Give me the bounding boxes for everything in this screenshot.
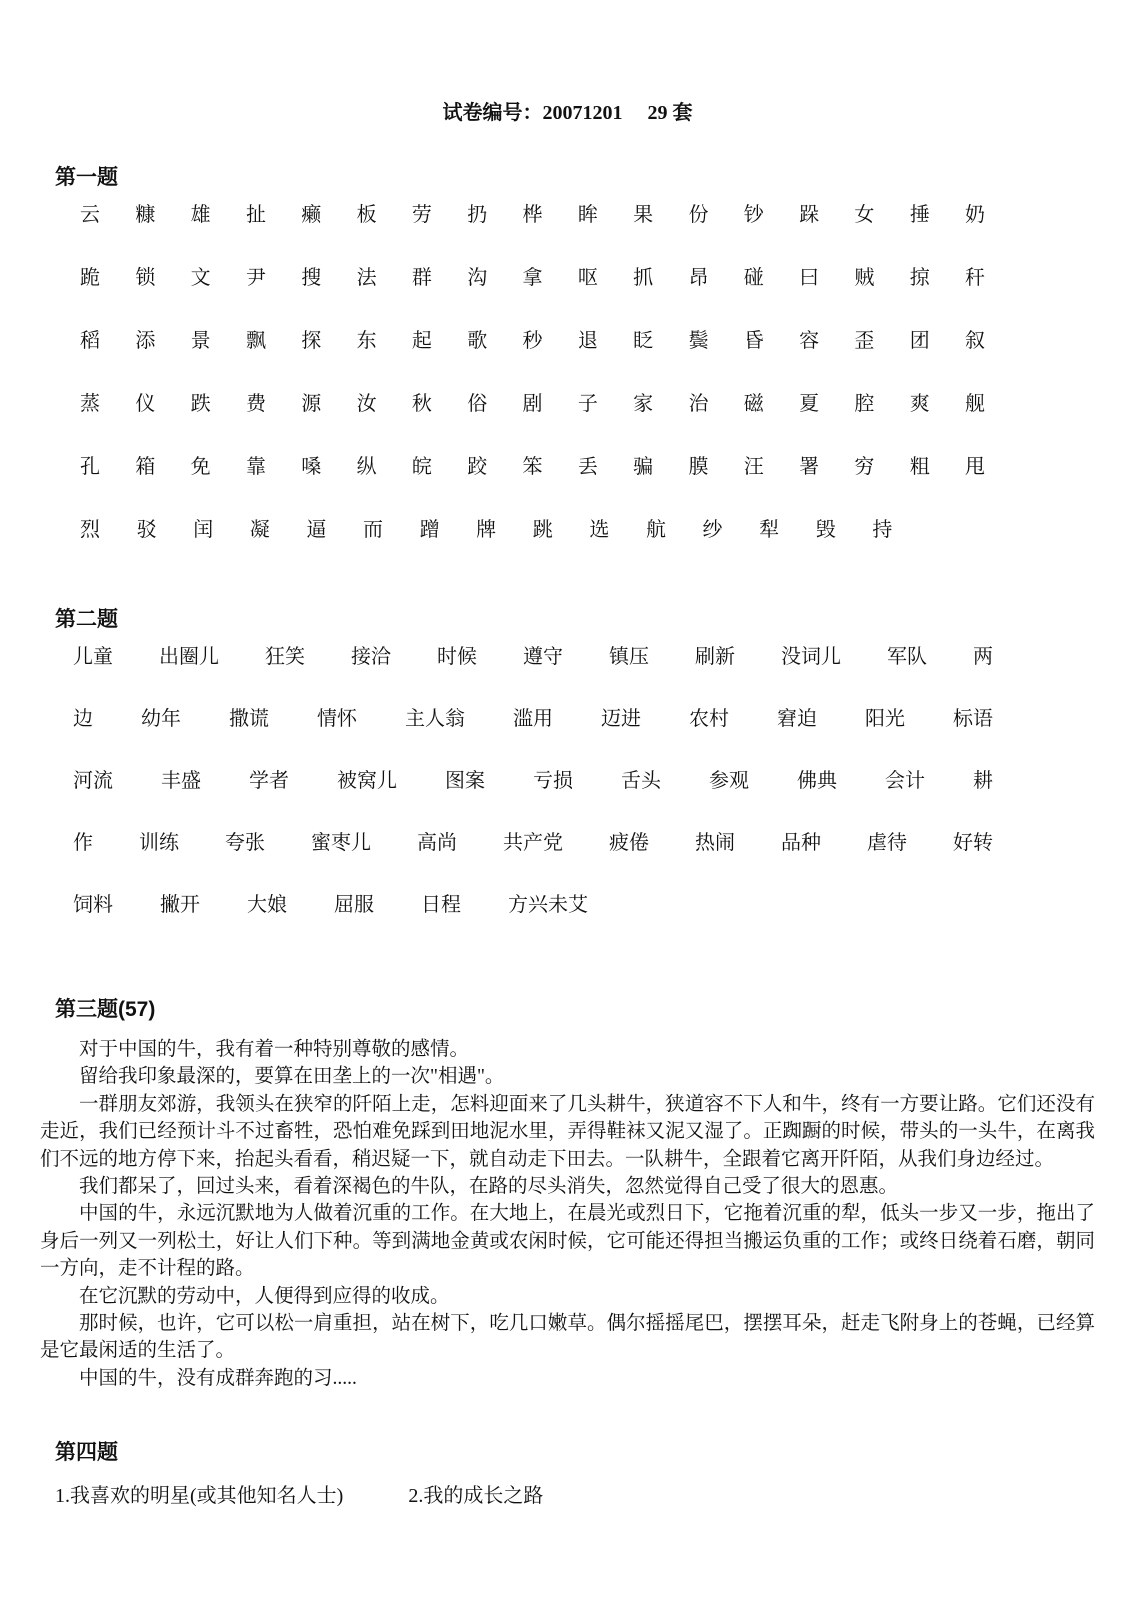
character-cell: 汪 — [743, 456, 764, 478]
character-cell: 贼 — [854, 267, 875, 289]
character-cell: 板 — [356, 204, 377, 226]
word-cell: 河流 — [73, 770, 113, 792]
word-cell: 大娘 — [247, 894, 287, 916]
character-cell: 沟 — [467, 267, 488, 289]
passage-paragraph: 那时候，也许，它可以松一肩重担，站在树下，吃几口嫩草。偶尔摇摇尾巴，摆摆耳朵，赶走飞附身上的苍蝇，已经算是它最闲适的生活了。 — [40, 1313, 1095, 1362]
character-cell: 份 — [688, 204, 709, 226]
word-cell: 屈服 — [334, 894, 374, 916]
character-cell: 曰 — [799, 267, 820, 289]
character-cell: 剧 — [522, 393, 543, 415]
passage-paragraph: 留给我印象最深的，要算在田垄上的一次"相遇"。 — [79, 1066, 505, 1088]
essay-topic: 2.我的成长之路 — [408, 1485, 544, 1508]
character-cell: 磁 — [743, 393, 764, 415]
word-cell: 饲料 — [73, 894, 113, 916]
word-cell: 热闹 — [695, 832, 735, 854]
character-cell: 捶 — [909, 204, 930, 226]
word-row-4 — [73, 832, 993, 855]
character-cell: 舰 — [965, 393, 985, 415]
character-cell: 癞 — [301, 204, 322, 226]
character-cell: 尹 — [245, 267, 266, 289]
character-cell: 蹭 — [419, 519, 440, 541]
character-cell: 鬓 — [688, 330, 709, 352]
word-cell: 儿童 — [73, 646, 113, 668]
character-cell: 靠 — [245, 456, 266, 478]
word-cell: 图案 — [445, 770, 485, 792]
word-cell: 镇压 — [609, 646, 649, 668]
character-cell: 容 — [799, 330, 820, 352]
character-cell: 昏 — [743, 330, 764, 352]
word-cell: 滥用 — [513, 708, 553, 730]
word-cell: 接洽 — [351, 646, 391, 668]
character-cell: 箱 — [135, 456, 156, 478]
character-cell: 仪 — [135, 393, 156, 415]
character-cell: 爽 — [909, 393, 930, 415]
character-cell: 果 — [633, 204, 654, 226]
character-cell: 歌 — [467, 330, 488, 352]
word-cell: 虐待 — [867, 832, 907, 854]
character-cell: 署 — [799, 456, 820, 478]
char-row-5 — [80, 456, 985, 478]
character-cell: 歪 — [854, 330, 875, 352]
word-row-2 — [73, 708, 993, 731]
character-cell: 秆 — [965, 267, 985, 289]
word-cell: 时候 — [437, 646, 477, 668]
character-cell: 稻 — [80, 330, 100, 352]
word-cell: 撇开 — [160, 894, 200, 916]
character-cell: 嗓 — [301, 456, 322, 478]
character-cell: 扯 — [245, 204, 266, 226]
character-cell: 纵 — [356, 456, 377, 478]
character-cell: 丢 — [577, 456, 598, 478]
word-cell: 耕 — [973, 770, 993, 792]
character-cell: 甩 — [965, 456, 985, 478]
section3-heading: 第三题(57) — [55, 998, 156, 1021]
word-cell: 共产党 — [503, 832, 563, 854]
word-cell: 品种 — [781, 832, 821, 854]
character-cell: 团 — [909, 330, 930, 352]
word-cell: 遵守 — [523, 646, 563, 668]
char-row-4 — [80, 393, 985, 415]
character-cell: 子 — [577, 393, 598, 415]
character-cell: 穷 — [854, 456, 875, 478]
character-cell: 夏 — [799, 393, 820, 415]
character-cell: 闰 — [193, 519, 214, 541]
char-row-1 — [80, 204, 985, 226]
character-cell: 退 — [577, 330, 598, 352]
essay-topics — [55, 1479, 1095, 1508]
character-cell: 劳 — [411, 204, 432, 226]
word-cell: 军队 — [887, 646, 927, 668]
character-cell: 孔 — [80, 456, 100, 478]
character-cell: 源 — [301, 393, 322, 415]
word-row-1 — [73, 646, 993, 669]
character-cell: 治 — [688, 393, 709, 415]
character-cell: 跳 — [532, 519, 553, 541]
character-cell: 群 — [411, 267, 432, 289]
character-cell: 牌 — [476, 519, 497, 541]
character-cell: 毁 — [815, 519, 836, 541]
character-cell: 掠 — [909, 267, 930, 289]
word-cell: 边 — [73, 708, 93, 730]
character-cell: 蒸 — [80, 393, 100, 415]
word-cell: 高尚 — [417, 832, 457, 854]
character-cell: 眸 — [577, 204, 598, 226]
character-cell: 汝 — [356, 393, 377, 415]
character-cell: 骗 — [633, 456, 654, 478]
character-cell: 而 — [362, 519, 383, 541]
character-cell: 粗 — [909, 456, 930, 478]
character-cell: 文 — [190, 267, 211, 289]
character-cell: 凝 — [249, 519, 270, 541]
word-row-5 — [73, 894, 993, 917]
word-cell: 方兴未艾 — [508, 894, 588, 916]
character-cell: 俗 — [467, 393, 488, 415]
word-cell: 作 — [73, 832, 93, 854]
passage-paragraph: 一群朋友郊游，我领头在狭窄的阡陌上走，怎料迎面来了几头耕牛，狭道容不下人和牛，终有一方要让路。它们还没有走近，我们已经预计斗不过畜牲，恐怕难免踩到田地泥水里，弄得鞋袜又泥又湿了。正踟蹰的时候，带头的一头牛，在离我们不远的地方停下来，抬起头看看，稍迟疑一下，就自动走下田去。一队耕牛，全跟着它离开阡陌，从我们身边经过。 — [40, 1093, 1095, 1170]
character-cell: 眨 — [633, 330, 654, 352]
word-cell: 主人翁 — [405, 708, 465, 730]
character-cell: 探 — [301, 330, 322, 352]
section-1 — [40, 161, 1095, 541]
word-cell: 幼年 — [141, 708, 181, 730]
character-cell: 驳 — [136, 519, 157, 541]
character-cell: 飘 — [245, 330, 266, 352]
character-cell: 腔 — [854, 393, 875, 415]
character-cell: 免 — [190, 456, 211, 478]
char-row-2 — [80, 267, 985, 289]
character-cell: 扔 — [467, 204, 488, 226]
character-cell: 跌 — [190, 393, 211, 415]
word-cell: 标语 — [953, 708, 993, 730]
character-cell: 皖 — [411, 456, 432, 478]
character-cell: 东 — [356, 330, 377, 352]
word-cell: 情怀 — [317, 708, 357, 730]
reading-passage — [40, 1036, 1095, 1392]
passage-paragraph: 我们都呆了，回过头来，看着深褐色的牛队，在路的尽头消失，忽然觉得自己受了很大的恩惠。 — [79, 1176, 899, 1198]
character-cell: 秒 — [522, 330, 543, 352]
character-cell: 搜 — [301, 267, 322, 289]
word-row-3 — [73, 770, 993, 793]
word-cell: 夸张 — [225, 832, 265, 854]
character-cell: 钞 — [743, 204, 764, 226]
word-cell: 迈进 — [601, 708, 641, 730]
passage-paragraph: 在它沉默的劳动中，人便得到应得的收成。 — [79, 1285, 450, 1307]
character-cell: 纱 — [702, 519, 723, 541]
character-cell: 奶 — [965, 204, 985, 226]
word-cell: 没词儿 — [781, 646, 841, 668]
character-cell: 女 — [854, 204, 875, 226]
word-cell: 阳光 — [865, 708, 905, 730]
character-cell: 锁 — [135, 267, 156, 289]
section-2 — [40, 603, 1095, 917]
character-cell: 烈 — [80, 519, 100, 541]
character-cell: 犁 — [759, 519, 780, 541]
character-cell: 费 — [245, 393, 266, 415]
character-cell: 秋 — [411, 393, 432, 415]
word-cell: 蜜枣儿 — [311, 832, 371, 854]
character-cell: 法 — [356, 267, 377, 289]
character-cell: 昂 — [688, 267, 709, 289]
character-cell: 碰 — [743, 267, 764, 289]
character-cell: 抓 — [633, 267, 654, 289]
character-cell: 雄 — [190, 204, 211, 226]
page-title: 试卷编号：20071201 29 套 — [442, 102, 693, 124]
char-row-6 — [80, 519, 985, 541]
word-cell: 会计 — [885, 770, 925, 792]
word-cell: 出圈儿 — [159, 646, 219, 668]
word-cell: 学者 — [249, 770, 289, 792]
word-cell: 好转 — [953, 832, 993, 854]
character-cell: 糠 — [135, 204, 156, 226]
character-cell: 拿 — [522, 267, 543, 289]
word-cell: 疲倦 — [609, 832, 649, 854]
word-cell: 佛典 — [797, 770, 837, 792]
section2-heading: 第二题 — [55, 608, 118, 631]
word-cell: 窘迫 — [777, 708, 817, 730]
character-cell: 持 — [872, 519, 893, 541]
character-cell: 航 — [645, 519, 666, 541]
character-cell: 家 — [633, 393, 654, 415]
character-cell: 景 — [190, 330, 211, 352]
character-cell: 笨 — [522, 456, 543, 478]
word-cell: 亏损 — [533, 770, 573, 792]
char-row-3 — [80, 330, 985, 352]
character-cell: 叙 — [965, 330, 985, 352]
word-cell: 狂笑 — [265, 646, 305, 668]
word-cell: 刷新 — [695, 646, 735, 668]
character-cell: 呕 — [577, 267, 598, 289]
word-cell: 参观 — [709, 770, 749, 792]
character-cell: 起 — [411, 330, 432, 352]
character-cell: 跪 — [80, 267, 100, 289]
passage-paragraph: 中国的牛，永远沉默地为人做着沉重的工作。在大地上，在晨光或烈日下，它拖着沉重的犁，低头一步又一步，拖出了身后一列又一列松土，好让人们下种。等到满地金黄或农闲时候，它可能还得担当搬运负重的工作；或终日绕着石磨，朝同一方向，走不计程的路。 — [40, 1203, 1095, 1280]
word-cell: 被窝儿 — [337, 770, 397, 792]
character-cell: 云 — [80, 204, 100, 226]
essay-topic: 1.我喜欢的明星(或其他知名人士) — [55, 1485, 344, 1508]
word-cell: 农村 — [689, 708, 729, 730]
word-cell: 舌头 — [621, 770, 661, 792]
character-cell: 跺 — [799, 204, 820, 226]
character-cell: 逼 — [306, 519, 327, 541]
passage-paragraph: 对于中国的牛，我有着一种特别尊敬的感情。 — [79, 1039, 470, 1060]
passage-paragraph: 中国的牛，没有成群奔跑的习..... — [79, 1367, 357, 1389]
section-4 — [40, 1436, 1095, 1508]
section-3 — [40, 993, 1095, 1392]
section1-heading: 第一题 — [55, 166, 118, 189]
word-cell: 训练 — [139, 832, 179, 854]
character-cell: 膜 — [688, 456, 709, 478]
character-cell: 添 — [135, 330, 156, 352]
word-cell: 日程 — [421, 894, 461, 916]
character-cell: 桦 — [522, 204, 543, 226]
word-cell: 撒谎 — [229, 708, 269, 730]
word-cell: 两 — [973, 646, 993, 668]
character-cell: 跤 — [467, 456, 488, 478]
character-cell: 选 — [589, 519, 610, 541]
word-cell: 丰盛 — [161, 770, 201, 792]
section4-heading: 第四题 — [55, 1441, 118, 1465]
